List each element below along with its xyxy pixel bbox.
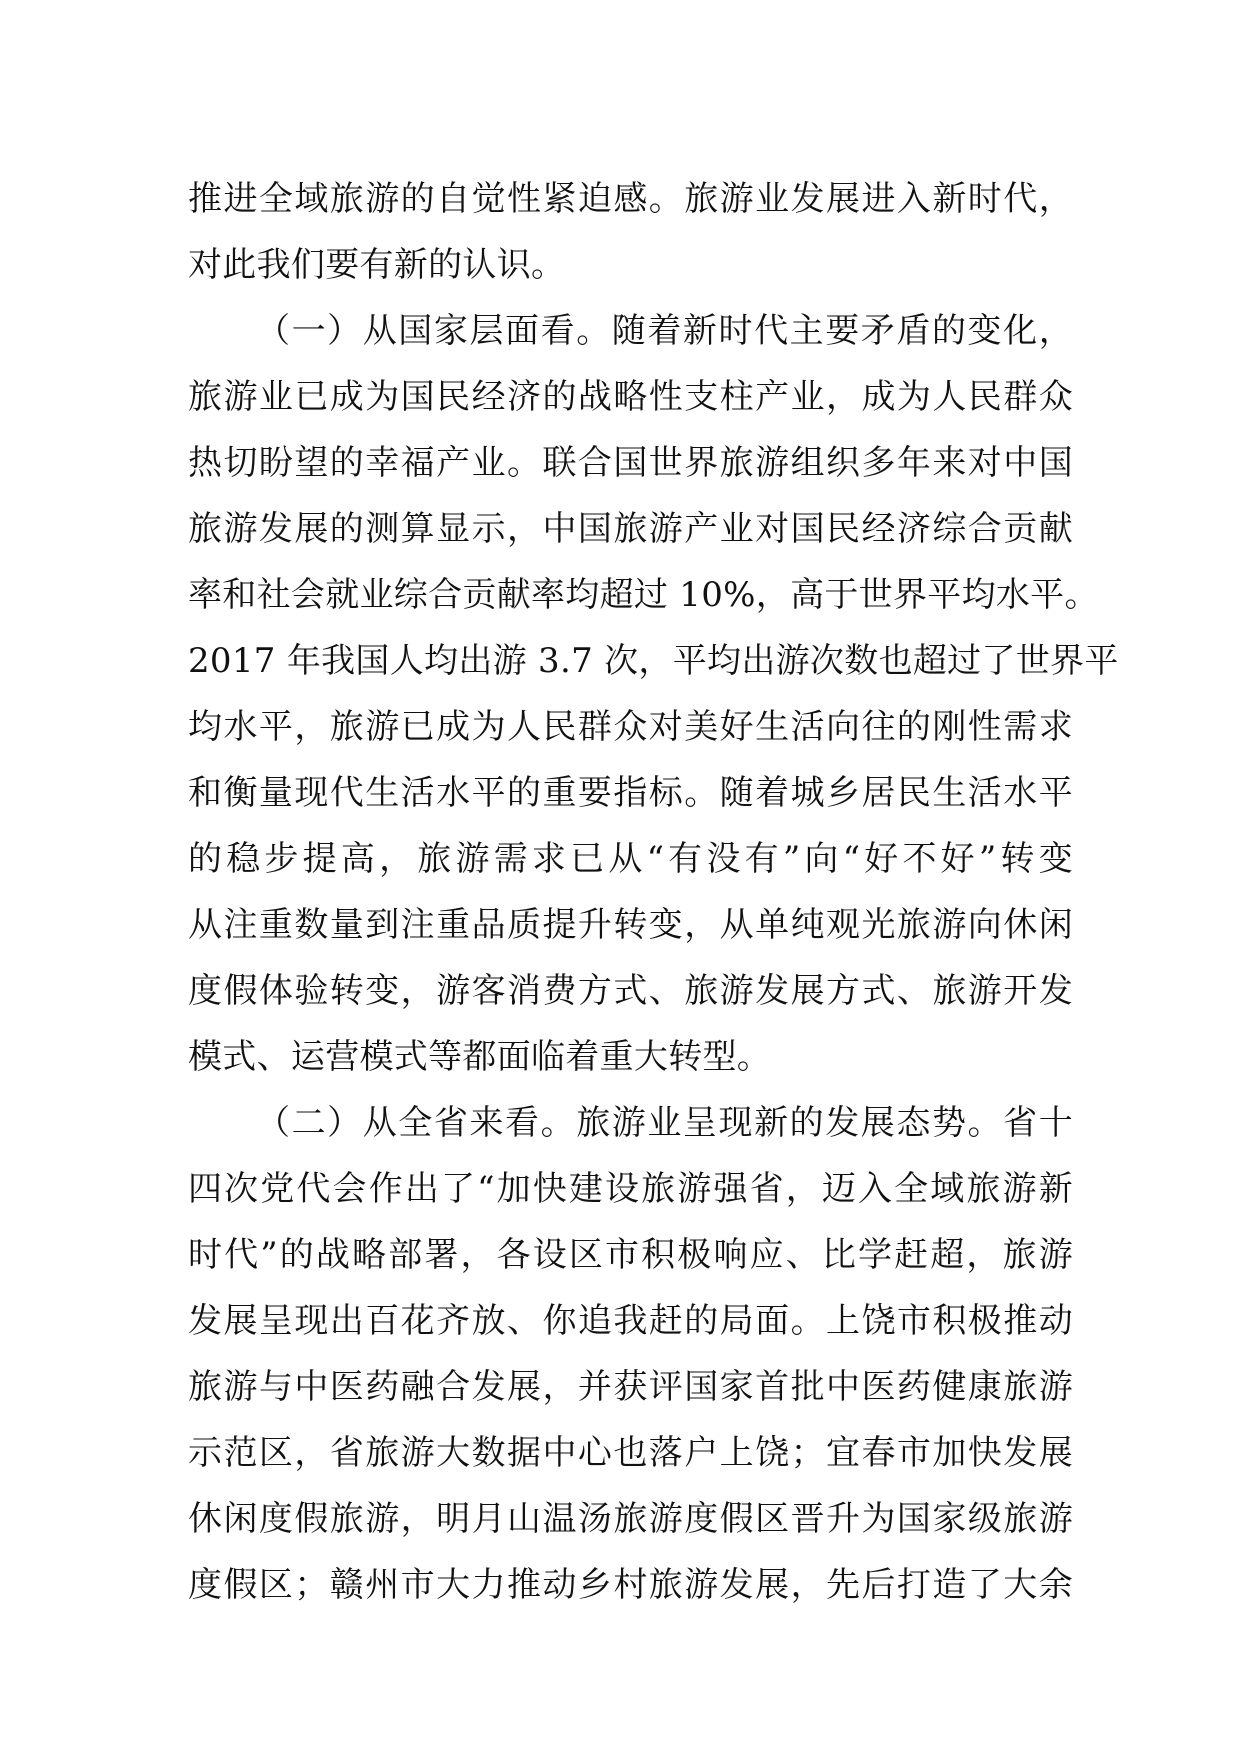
text-line: 时代”的战略部署，各设区市积极响应、比学赶超，旅游 [188, 1235, 1073, 1275]
text-line: 从注重数量到注重品质提升转变，从单纯观光旅游向休闲 [188, 905, 1073, 945]
text-line: 热切盼望的幸福产业。联合国世界旅游组织多年来对中国 [188, 443, 1073, 483]
text-line: 的稳步提高，旅游需求已从“有没有”向“好不好”转变 [188, 839, 1073, 879]
paragraph-heading-line: （二）从全省来看。旅游业呈现新的发展态势。省十 [256, 1103, 1073, 1143]
text-line: 休闲度假旅游，明月山温汤旅游度假区晋升为国家级旅游 [188, 1499, 1073, 1539]
text-line: 和衡量现代生活水平的重要指标。随着城乡居民生活水平 [188, 773, 1073, 813]
paragraph-heading-line: （一）从国家层面看。随着新时代主要矛盾的变化， [256, 311, 1073, 351]
text-line: 四次党代会作出了“加快建设旅游强省，迈入全域旅游新 [188, 1169, 1073, 1209]
text-line: 模式、运营模式等都面临着重大转型。 [188, 1037, 772, 1077]
text-line: 发展呈现出百花齐放、你追我赶的局面。上饶市积极推动 [188, 1301, 1073, 1341]
text-line: 率和社会就业综合贡献率均超过 10%，高于世界平均水平。 [188, 575, 1099, 615]
text-line: 对此我们要有新的认识。 [188, 245, 566, 285]
text-line: 度假区；赣州市大力推动乡村旅游发展，先后打造了大余 [188, 1565, 1073, 1605]
text-line: 2017 年我国人均出游 3.7 次，平均出游次数也超过了世界平 [188, 641, 1119, 681]
text-line: 均水平，旅游已成为人民群众对美好生活向往的刚性需求 [188, 707, 1073, 747]
text-line: 旅游发展的测算显示，中国旅游产业对国民经济综合贡献 [188, 509, 1073, 549]
text-line: 示范区，省旅游大数据中心也落户上饶；宜春市加快发展 [188, 1433, 1073, 1473]
text-line: 旅游业已成为国民经济的战略性支柱产业，成为人民群众 [188, 377, 1073, 417]
text-line: 度假体验转变，游客消费方式、旅游发展方式、旅游开发 [188, 971, 1073, 1011]
text-line: 旅游与中医药融合发展，并获评国家首批中医药健康旅游 [188, 1367, 1073, 1407]
text-line: 推进全域旅游的自觉性紧迫感。旅游业发展进入新时代， [188, 179, 1073, 219]
document-page [188, 166, 1119, 1618]
